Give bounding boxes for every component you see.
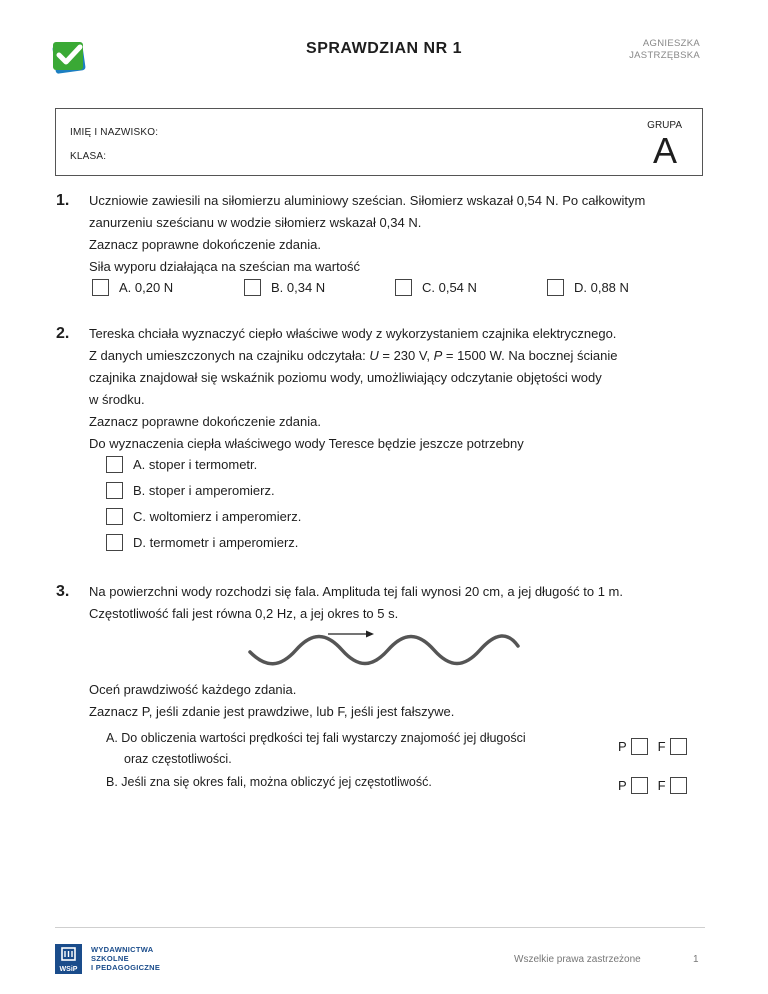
q3-statement-b (106, 772, 432, 793)
q3-a-true-label: P (618, 739, 627, 754)
question-1-line: zanurzeniu sześcianu w wodzie siłomierz wskazał 0,34 N. (89, 215, 422, 230)
copyright-notice: Wszelkie prawa zastrzeżone (514, 954, 641, 965)
author-first-name: AGNIESZKA (642, 38, 700, 49)
q2-option-a-checkbox[interactable] (106, 456, 123, 473)
name-label: IMIĘ I NAZWISKO: (70, 127, 159, 138)
student-info-box (55, 108, 703, 176)
author-name (629, 38, 700, 62)
q2-option-d-label: D. termometr i amperomierz. (133, 535, 299, 550)
question-2-number: 2. (56, 325, 70, 342)
question-3-line: Częstotliwość fali jest równa 0,2 Hz, a jej okres to 5 s. (89, 606, 399, 621)
q3-instruction-line: Oceń prawdziwość każdego zdania. (89, 682, 297, 697)
question-2-line: Do wyznaczenia ciepła właściwego wody Teresce będzie jeszcze potrzebny (89, 436, 524, 451)
question-3-instructions (89, 679, 454, 723)
q2-option-c[interactable] (106, 508, 301, 525)
q1-option-c-checkbox[interactable] (395, 279, 412, 296)
question-1-line: Zaznacz poprawne dokończenie zdania. (89, 237, 321, 252)
q3-statement-a (106, 728, 526, 770)
wsip-logo (55, 944, 82, 974)
question-1-line: Siła wyporu działająca na sześcian ma wartość (89, 259, 360, 274)
page-title: SPRAWDZIAN NR 1 (306, 40, 462, 57)
group-label: GRUPA (647, 120, 682, 131)
page-number: 1 (693, 954, 699, 965)
q2-option-a[interactable] (106, 456, 257, 473)
class-label: KLASA: (70, 151, 107, 162)
question-2-line (89, 345, 618, 367)
question-1-line: Uczniowie zawiesili na siłomierzu aluminiowy sześcian. Siłomierz wskazał 0,54 N. Po całkowitym (89, 193, 646, 208)
q2-line2-pre: Z danych umieszczonych na czajniku odczytała: (89, 348, 370, 363)
q1-option-a-label: A. 0,20 N (119, 280, 174, 295)
footer-divider (55, 927, 705, 928)
question-2-line: czajnika znajdował się wskaźnik poziomu wody, umożliwiający odczytanie objętości wody (89, 370, 602, 385)
question-2-text (89, 323, 618, 455)
question-3-line: Na powierzchni wody rozchodzi się fala. Amplituda tej fali wynosi 20 cm, a jej długość to 1 m. (89, 584, 623, 599)
question-2-line: Tereska chciała wyznaczyć ciepło właściwe wody z wykorzystaniem czajnika elektrycznego. (89, 326, 617, 341)
q1-option-b-label: B. 0,34 N (271, 280, 326, 295)
q3-a-true-checkbox[interactable] (631, 738, 648, 755)
q1-option-a[interactable] (92, 279, 173, 296)
q2-option-b[interactable] (106, 482, 275, 499)
q3-b-false-label: F (657, 778, 666, 793)
question-3-text (89, 581, 623, 625)
q1-option-d[interactable] (547, 279, 629, 296)
q3-statement-b-line1: B. Jeśli zna się okres fali, można obliczyć jej częstotliwość. (106, 775, 432, 789)
q2-option-d-checkbox[interactable] (106, 534, 123, 551)
question-2-line: w środku. (89, 392, 145, 407)
wsip-logo-text: WSiP (59, 966, 78, 973)
publisher-line: I PEDAGOGICZNE (91, 963, 161, 972)
q3-b-false-checkbox[interactable] (670, 777, 687, 794)
publisher-line: WYDAWNICTWA (91, 945, 154, 954)
q3-statement-a-line2: oraz częstotliwości. (124, 752, 232, 766)
question-3-number: 3. (56, 583, 70, 600)
q3-b-true-false (618, 777, 697, 794)
q2-line2-mid: = 230 V, (378, 348, 434, 363)
q1-option-d-label: D. 0,88 N (574, 280, 629, 295)
q3-statement-a-line1: A. Do obliczenia wartości prędkości tej fali wystarczy znajomość jej długości (106, 731, 526, 745)
q3-instruction-line: Zaznacz P, jeśli zdanie jest prawdziwe, lub F, jeśli jest fałszywe. (89, 704, 455, 719)
q3-b-true-checkbox[interactable] (631, 777, 648, 794)
group-value: A (652, 130, 677, 171)
q2-option-a-label: A. stoper i termometr. (133, 457, 258, 472)
q2-line2-post: = 1500 W. Na bocznej ścianie (442, 348, 618, 363)
q3-a-true-false (618, 738, 697, 755)
q1-option-b-checkbox[interactable] (244, 279, 261, 296)
q2-option-b-label: B. stoper i amperomierz. (133, 483, 275, 498)
question-2-line: Zaznacz poprawne dokończenie zdania. (89, 414, 321, 429)
q1-option-c[interactable] (395, 279, 477, 296)
voltage-symbol: U (369, 348, 379, 363)
q2-option-b-checkbox[interactable] (106, 482, 123, 499)
q1-option-a-checkbox[interactable] (92, 279, 109, 296)
q2-option-c-label: C. woltomierz i amperomierz. (133, 509, 302, 524)
power-symbol: P (433, 348, 443, 363)
publisher-line: SZKOLNE (91, 954, 129, 963)
q3-b-true-label: P (618, 778, 627, 793)
q2-option-d[interactable] (106, 534, 298, 551)
question-1-number: 1. (56, 192, 70, 209)
author-last-name: JASTRZĘBSKA (629, 50, 700, 61)
q2-option-c-checkbox[interactable] (106, 508, 123, 525)
q3-a-false-checkbox[interactable] (670, 738, 687, 755)
publisher-name (91, 945, 160, 972)
q3-a-false-label: F (657, 739, 666, 754)
q1-option-b[interactable] (244, 279, 325, 296)
wave-illustration (246, 626, 522, 668)
wsip-emblem-icon (55, 944, 82, 964)
q1-option-d-checkbox[interactable] (547, 279, 564, 296)
q1-option-c-label: C. 0,54 N (422, 280, 477, 295)
question-1-text (89, 190, 645, 278)
